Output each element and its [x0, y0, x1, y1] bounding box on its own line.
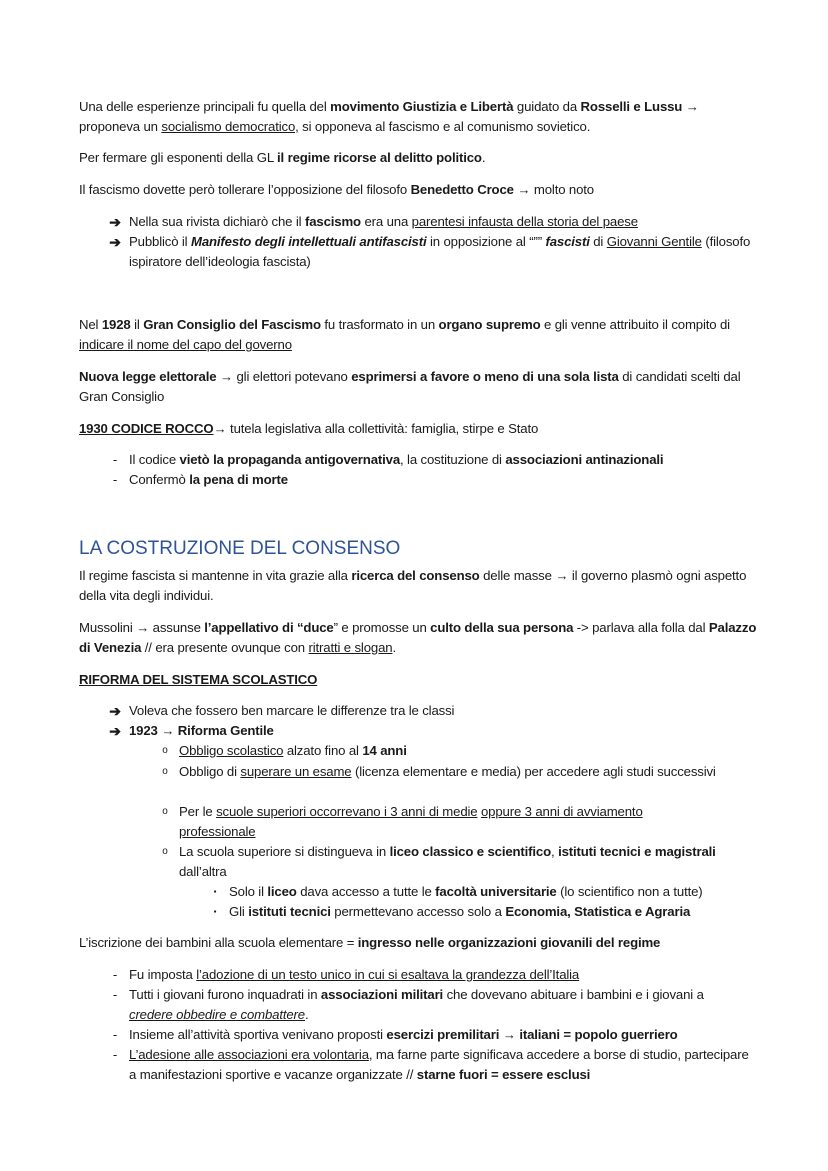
- list-item: [109, 232, 759, 272]
- list-item-text: [129, 1025, 769, 1045]
- text-run: , la costituzione di: [400, 452, 506, 467]
- list-item-text: [129, 1045, 749, 1085]
- text-run: .: [392, 640, 396, 655]
- text-run: Manifesto degli intellettuali antifascisti: [190, 234, 427, 249]
- text-run: che dovevano abituare i bambini e i giovani a: [443, 987, 704, 1002]
- text-run: (filosofo ispiratore dell’ideologia fascista): [129, 234, 751, 269]
- text-run: Nella sua rivista dichiarò che il: [129, 214, 305, 229]
- text-run: , ma farne parte significava accedere a borse di studio, partecipare a manifestazioni sportive e vacanze organizzate //: [129, 1047, 749, 1082]
- text-run: →: [682, 99, 699, 114]
- paragraph-iscrizione: [79, 933, 759, 953]
- list-item-text: [129, 721, 759, 741]
- text-run: associazioni antinazionali: [505, 452, 664, 467]
- list-item-text: [179, 842, 759, 882]
- text-run: il: [130, 317, 144, 332]
- text-run: Tutti i giovani furono inquadrati in: [129, 987, 321, 1002]
- text-run: -> parlava alla folla dal: [573, 620, 709, 635]
- text-run: liceo: [267, 884, 297, 899]
- circle-bullet-icon: o: [162, 766, 168, 777]
- arrow-bullet-icon: ➔: [109, 723, 121, 739]
- paragraph-consenso: [79, 566, 759, 606]
- section-heading: [79, 539, 759, 559]
- text-run: scuole superiori occorrevano i 3 anni di medie: [216, 804, 478, 819]
- text-run: si opponeva al fascismo e al comunismo sovietico.: [298, 119, 591, 134]
- paragraph-delitto-politico: [79, 148, 759, 168]
- text-run: dall’altra: [179, 864, 227, 879]
- text-run: superare un esame: [240, 764, 352, 779]
- text-run: la pena di morte: [189, 472, 288, 487]
- text-run: Mussolini → assunse: [79, 620, 205, 635]
- text-run: 14 anni: [362, 743, 407, 758]
- text-run: Una delle esperienze principali fu quella del: [79, 99, 331, 114]
- text-run: .: [305, 1007, 309, 1022]
- text-run: fascismo: [304, 214, 361, 229]
- text-run: Per le: [179, 804, 217, 819]
- text-run: istituti tecnici e magistrali: [558, 844, 716, 859]
- list-item: [213, 902, 769, 922]
- text-run: istituti tecnici: [248, 904, 331, 919]
- text-run: LA COSTRUZIONE DEL CONSENSO: [79, 538, 401, 559]
- text-run: Benedetto Croce: [410, 182, 514, 197]
- list-item: [109, 212, 759, 232]
- text-run: Il regime fascista si mantenne in vita grazie alla: [79, 568, 352, 583]
- paragraph-mussolini: [79, 618, 759, 658]
- text-run: Pubblicò il: [129, 234, 191, 249]
- text-run: (licenza elementare e media) per accedere agli studi successivi: [351, 764, 716, 779]
- text-run: L’adesione alle associazioni era volontaria: [129, 1047, 369, 1062]
- list-item-text: [129, 985, 749, 1025]
- paragraph-giustizia-liberta: [79, 97, 759, 137]
- list-item: [109, 701, 759, 721]
- text-run: il regime ricorse al delitto politico: [277, 150, 482, 165]
- text-run: Il codice: [129, 452, 180, 467]
- list-item: [162, 762, 729, 782]
- text-run: oppure 3 anni di avviamento professionale: [179, 804, 643, 839]
- list-item: [112, 450, 759, 470]
- circle-bullet-icon: o: [162, 745, 168, 756]
- text-run: Nel: [79, 317, 102, 332]
- text-run: Palazzo di Venezia: [79, 620, 757, 655]
- paragraph-legge-elettorale: [79, 367, 759, 407]
- paragraph-codice-rocco: [79, 419, 759, 439]
- dash-bullet-icon: -: [112, 1027, 118, 1042]
- text-run: ritratti e slogan: [308, 640, 393, 655]
- text-run: Rosselli e Lussu: [580, 99, 683, 114]
- list-item-text: [129, 470, 759, 490]
- text-run: credere obbedire e combattere: [129, 1007, 305, 1022]
- text-run: di candidati scelti dal Gran Consiglio: [79, 369, 741, 404]
- text-run: Confermò: [129, 472, 190, 487]
- subheading-riforma-scolastica: [79, 670, 759, 690]
- list-item: [162, 741, 759, 761]
- paragraph-gran-consiglio: [79, 315, 759, 355]
- list-item-text: [229, 882, 769, 902]
- text-run: esercizi premilitari: [386, 1027, 500, 1042]
- list-item-text: [129, 212, 759, 232]
- text-run: → gli elettori potevano: [216, 369, 352, 384]
- dash-bullet-icon: -: [112, 452, 118, 467]
- text-run: l’adozione di un testo unico in cui si esaltava la grandezza dell’Italia: [196, 967, 580, 982]
- list-item-text: [129, 232, 759, 272]
- text-run: Il fascismo dovette però tollerare l’opposizione del filosofo: [79, 182, 411, 197]
- arrow-bullet-icon: ➔: [109, 234, 121, 250]
- text-run: parentesi infausta della storia del paese: [411, 214, 638, 229]
- text-run: L’iscrizione dei bambini alla scuola elementare =: [79, 935, 358, 950]
- text-run: vietò la propaganda antigovernativa: [179, 452, 401, 467]
- list-item-text: [129, 450, 759, 470]
- list-item: [112, 1025, 769, 1045]
- text-run: La scuola superiore si distingueva in: [179, 844, 390, 859]
- list-item: [162, 842, 759, 882]
- list-item-text: [179, 741, 759, 761]
- square-bullet-icon: ▪: [213, 907, 217, 916]
- arrow-bullet-icon: ➔: [109, 703, 121, 719]
- text-run: permettevano accesso solo a: [330, 904, 506, 919]
- text-run: → molto noto: [513, 182, 594, 197]
- text-run: organo supremo: [438, 317, 541, 332]
- text-run: .: [481, 150, 486, 165]
- text-run: Insieme all’attività sportiva venivano proposti: [129, 1027, 387, 1042]
- list-item: [213, 882, 769, 902]
- text-run: starne fuori = essere esclusi: [416, 1067, 591, 1082]
- text-run: Voleva che fossero ben marcare le differenze tra le classi: [129, 703, 455, 718]
- text-run: era una: [360, 214, 412, 229]
- text-run: esprimersi a favore o meno di una sola lista: [351, 369, 619, 384]
- text-run: liceo classico e scientifico: [389, 844, 552, 859]
- text-run: (lo scientifico non a tutte): [556, 884, 703, 899]
- text-run: Obbligo di: [179, 764, 241, 779]
- text-run: di: [589, 234, 607, 249]
- text-run: movimento Giustizia e Libertà: [330, 99, 514, 114]
- text-run: socialismo democratico,: [161, 119, 299, 134]
- text-run: →: [499, 1027, 520, 1042]
- text-run: ,: [551, 844, 559, 859]
- list-item-text: [179, 762, 729, 782]
- list-item: [109, 721, 759, 741]
- text-run: Obbligo scolastico: [179, 743, 284, 758]
- text-run: culto della sua persona: [430, 620, 574, 635]
- text-run: dava accesso a tutte le: [296, 884, 436, 899]
- list-item: [162, 802, 709, 842]
- text-run: fascisti: [545, 234, 590, 249]
- text-run: 1923 → Riforma Gentile: [129, 723, 274, 738]
- dash-bullet-icon: -: [112, 987, 118, 1002]
- dash-bullet-icon: -: [112, 1047, 118, 1062]
- text-run: associazioni militari: [320, 987, 444, 1002]
- text-run: Giovanni Gentile: [606, 234, 702, 249]
- text-run: ingresso nelle organizzazioni giovanili del regime: [357, 935, 661, 950]
- circle-bullet-icon: o: [162, 806, 168, 817]
- paragraph-benedetto-croce: [79, 180, 759, 200]
- text-run: Solo il: [229, 884, 268, 899]
- list-item-text: [129, 701, 759, 721]
- list-item: [112, 965, 759, 985]
- text-run: Gran Consiglio del Fascismo: [143, 317, 321, 332]
- text-run: guidato da: [513, 99, 581, 114]
- arrow-bullet-icon: ➔: [109, 214, 121, 230]
- text-run: facoltà universitarie: [435, 884, 557, 899]
- text-run: alzato fino al: [283, 743, 363, 758]
- text-run: e gli venne attribuito il compito di: [540, 317, 730, 332]
- text-run: proponeva un: [79, 119, 162, 134]
- text-run: delle masse → il governo plasmò ogni aspetto della vita degli individui.: [79, 568, 747, 603]
- dash-bullet-icon: -: [112, 967, 118, 982]
- text-run: in opposizione al “””: [426, 234, 546, 249]
- text-run: l’appellativo di “duce: [204, 620, 334, 635]
- list-item: [112, 470, 759, 490]
- text-run: // era presente ovunque con: [141, 640, 309, 655]
- text-run: ricerca del consenso: [351, 568, 480, 583]
- text-run: Gli: [229, 904, 249, 919]
- text-run: Fu imposta: [129, 967, 197, 982]
- text-run: fu trasformato in un: [320, 317, 439, 332]
- text-run: italiani = popolo guerriero: [519, 1027, 678, 1042]
- dash-bullet-icon: -: [112, 472, 118, 487]
- list-item-text: [129, 965, 759, 985]
- list-item: [112, 985, 749, 1025]
- text-run: Nuova legge elettorale: [79, 369, 217, 384]
- circle-bullet-icon: o: [162, 846, 168, 857]
- list-item-text: [229, 902, 769, 922]
- list-item-text: [179, 802, 709, 842]
- text-run: RIFORMA DEL SISTEMA SCOLASTICO: [79, 672, 318, 687]
- list-item: [112, 1045, 749, 1085]
- text-run: ” e promosse un: [333, 620, 431, 635]
- square-bullet-icon: ▪: [213, 887, 217, 896]
- text-run: Economia, Statistica e Agraria: [505, 904, 691, 919]
- text-run: → tutela legislativa alla collettività: famiglia, stirpe e Stato: [213, 421, 539, 436]
- text-run: 1928: [101, 317, 131, 332]
- text-run: 1930 CODICE ROCCO: [79, 421, 214, 436]
- text-run: Per fermare gli esponenti della GL: [79, 150, 278, 165]
- text-run: indicare il nome del capo del governo: [79, 337, 292, 352]
